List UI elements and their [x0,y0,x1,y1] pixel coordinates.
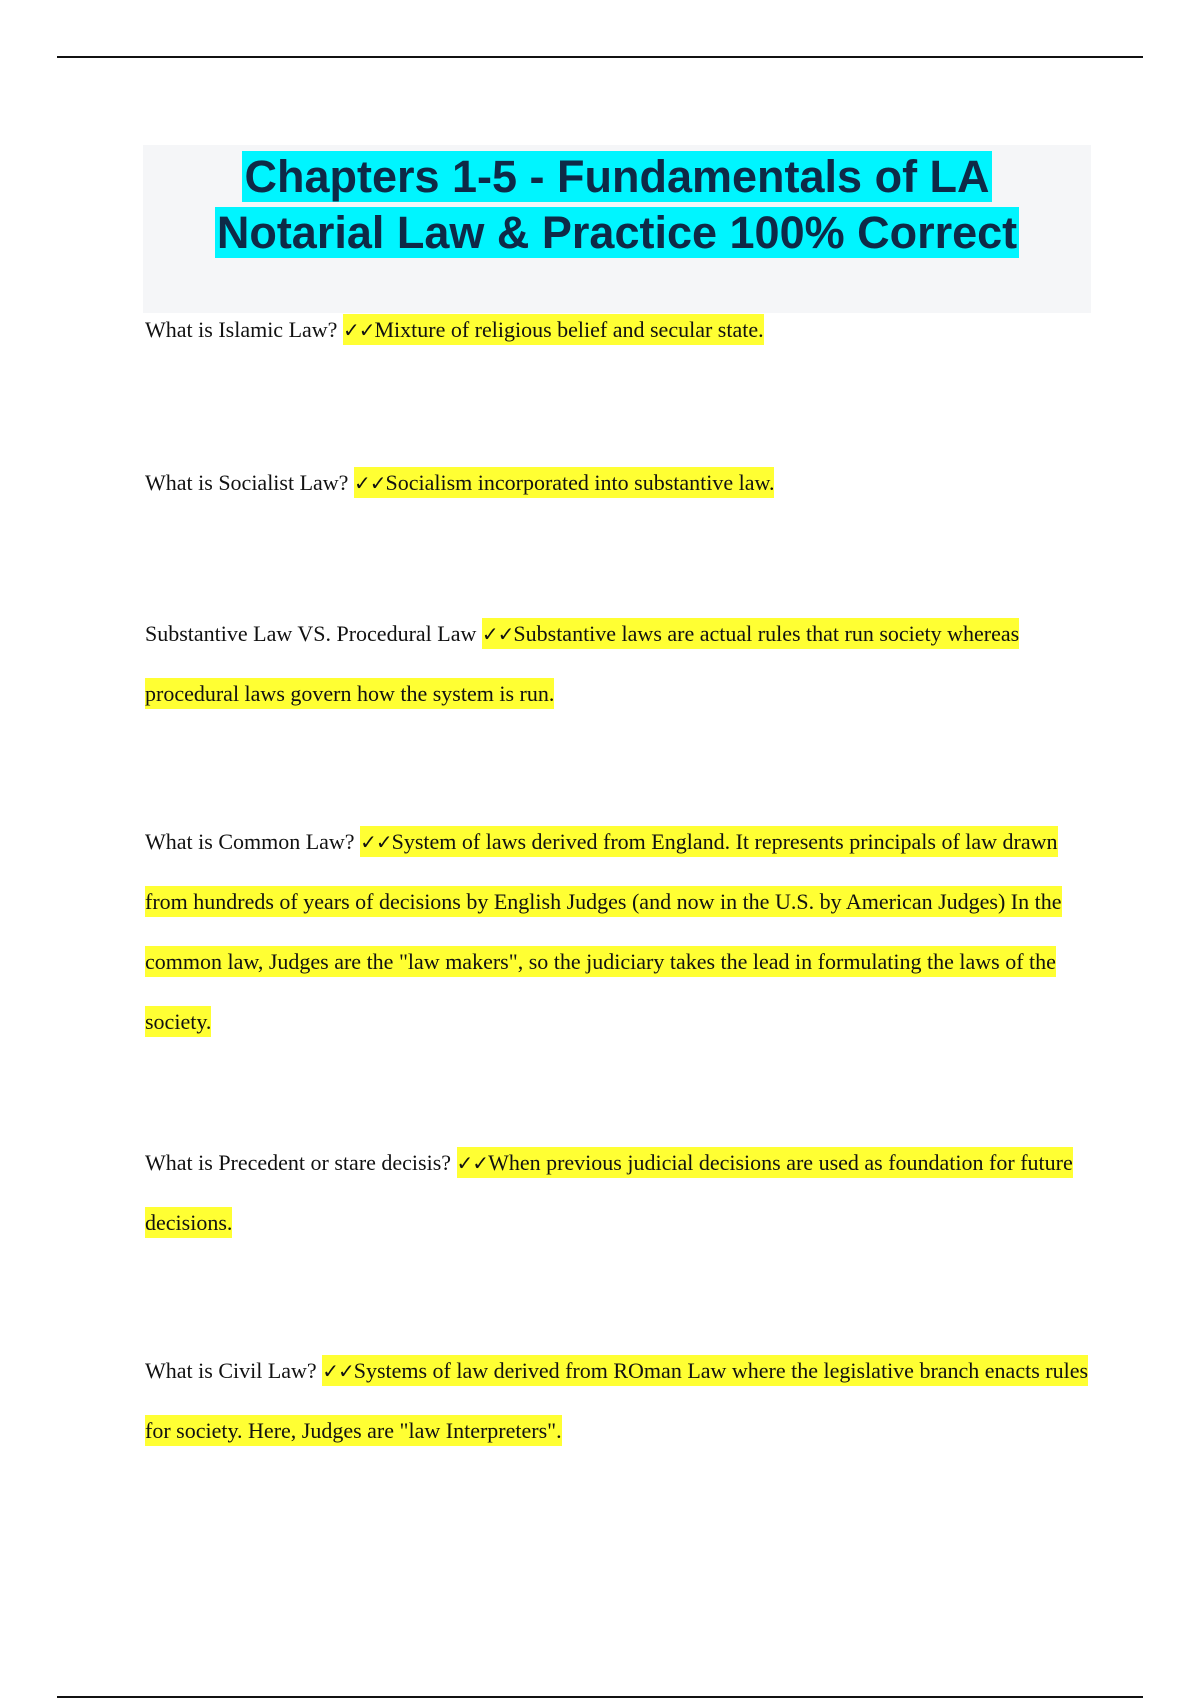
question-text: What is Civil Law? [145,1358,323,1383]
answer-text: System of laws derived from England. It represents principals of law drawn from hundreds of years of decisions by English Judges (and now in the U.S. by American Judges) In the common law, Judges are the "law makers", so the judiciary takes the lead in formulating the laws of the society. [145,829,1062,1034]
double-check-icon: ✓✓ [360,830,392,854]
question-text: Substantive Law VS. Procedural Law [145,621,482,646]
answer-highlight [145,826,1062,1037]
footer-rule [57,1696,1143,1698]
qa-item-civil-law [145,1341,1095,1461]
answer-text: Mixture of religious belief and secular state. [374,317,764,342]
double-check-icon: ✓✓ [481,622,514,646]
answer-text: Socialism incorporated into substantive law. [385,470,775,495]
title-block [143,145,1091,313]
question-text: What is Common Law? [145,829,361,854]
header-rule [57,56,1143,58]
answer-highlight [343,314,764,345]
question-text: What is Precedent or stare decisis? [145,1150,457,1175]
double-check-icon: ✓✓ [342,318,375,342]
question-text: What is Islamic Law? [145,317,343,342]
qa-item-precedent [145,1133,1095,1253]
answer-highlight [354,467,775,498]
qa-item-socialist-law [145,453,1095,513]
document-title [143,145,1091,261]
title-line-2: Notarial Law & Practice 100% Correct [216,207,1018,258]
answer-text: Substantive laws are actual rules that run society whereas procedural laws govern how the system is run. [145,621,1020,706]
answer-text: Systems of law derived from ROman Law where the legislative branch enacts rules for society. Here, Judges are "law Interpreters". [145,1358,1089,1443]
qa-item-common-law [145,812,1095,1052]
double-check-icon: ✓✓ [353,471,386,495]
double-check-icon: ✓✓ [322,1359,354,1383]
qa-item-substantive-vs-procedural [145,604,1095,724]
qa-item-islamic-law [145,300,1095,360]
title-line-1: Chapters 1-5 - Fundamentals of LA [244,151,990,202]
question-text: What is Socialist Law? [145,470,354,495]
answer-text: When previous judicial decisions are used as foundation for future decisions. [145,1150,1073,1235]
double-check-icon: ✓✓ [456,1151,489,1175]
